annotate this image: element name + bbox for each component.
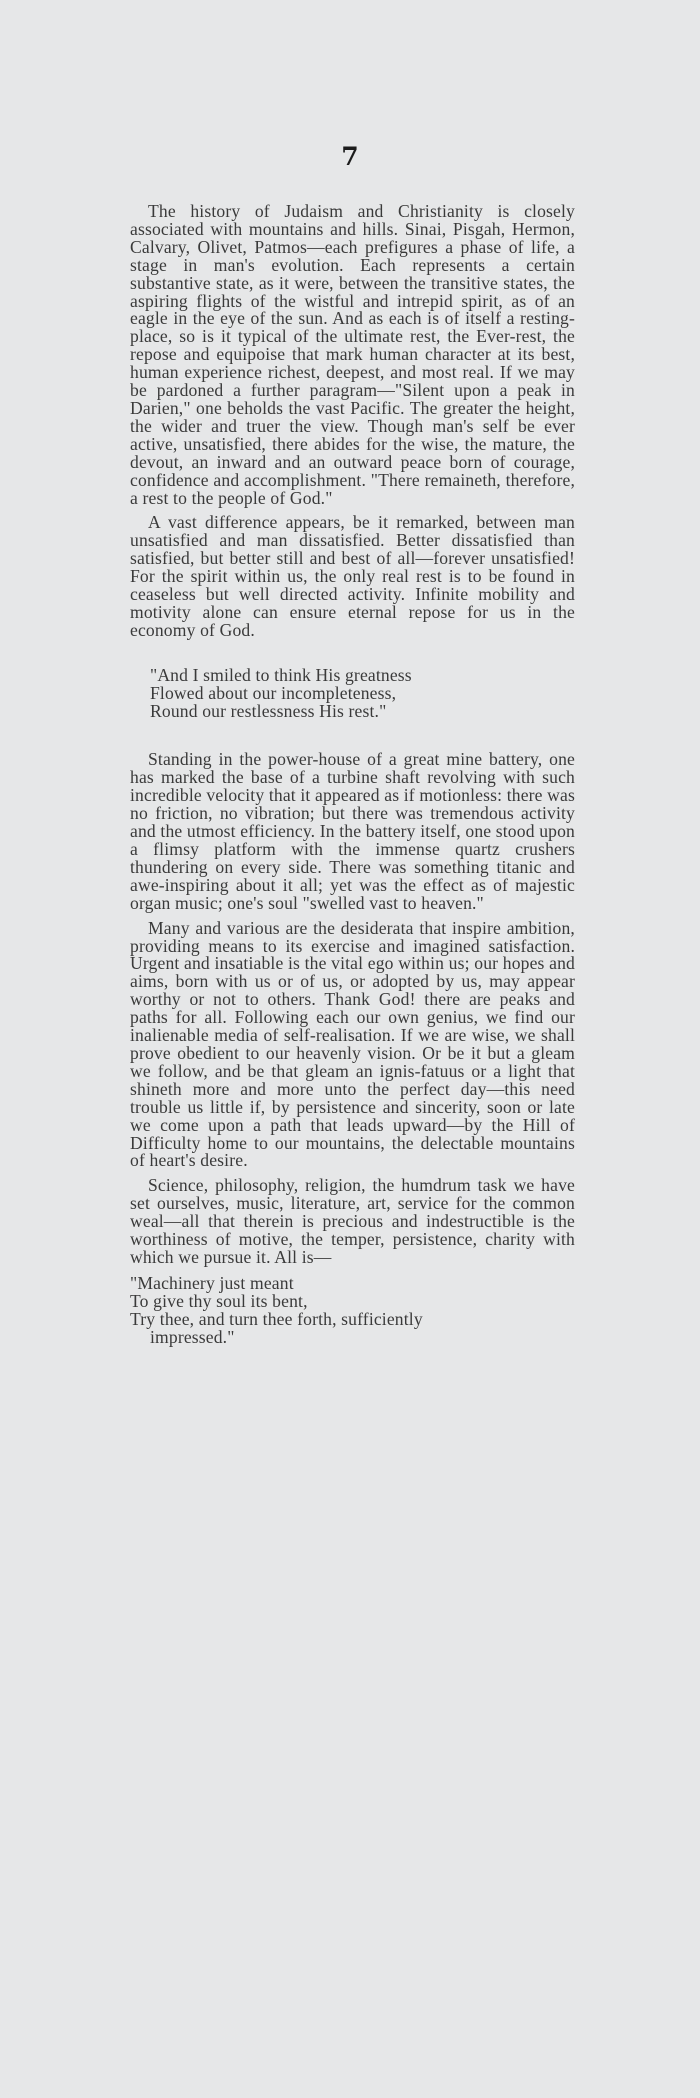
verse-line: Flowed about our incompleteness, xyxy=(150,682,397,703)
page-number: 7 xyxy=(341,142,359,171)
paragraph-desiderata: Many and various are the desiderata that inspire ambition, providing means to its exercise and imagined satisfaction. Urgent and insatiable is the vital ego within us; our hopes and aims, born with us or of us, or adopted by us, may appear worthy or not to others. Thank God! there are peaks and paths for all. Following each our own genius, we find our inalienable media of self-realisation. If we are wise, we shall prove obedient to our heavenly vision. Or be it but a gleam we follow, and be that gleam an ignis-fatuus or a light that shineth more and more unto the perfect day—this need trouble us little if, by persistence and sincerity, soon or late we come upon a path that leads upward—by the Hill of Difficulty home to our mountains, the delectable mountains of heart's desire. xyxy=(130,917,575,1171)
verse-line: impressed." xyxy=(150,1326,235,1347)
verse-line: "Machinery just meant xyxy=(130,1272,294,1293)
verse-line: Try thee, and turn thee forth, sufficiently xyxy=(130,1308,423,1329)
paragraph-power-house: Standing in the power-house of a great mine battery, one has marked the base of a turbine shaft revolving with such incredible velocity that it appeared as if motionless: there was no friction, no vibration; but there was tremendous activity and the utmost efficiency. In the battery itself, one stood upon a flimsy platform with the immense quartz crushers thundering on every side. There was something titanic and awe-inspiring about it all; yet was the effect as of majestic organ music; one's soul "swelled vast to heaven." xyxy=(130,749,575,913)
verse-line: Round our restlessness His rest." xyxy=(150,700,387,721)
verse-line: To give thy soul its bent, xyxy=(130,1290,308,1311)
paragraph-unsatisfied: A vast difference appears, be it remarked, between man unsatisfied and man dissatisfied. Better dissatisfied than satisfied, but better still and best of all—forever unsatisfied! For the spirit within us, the only real rest is to be found in ceaseless but well directed activity. Infinite mobility and motivity alone can ensure eternal repose for us in the economy of God. xyxy=(130,512,575,640)
text-column xyxy=(130,203,575,1346)
verse-quote-machinery xyxy=(130,1272,575,1347)
paragraph-science: Science, philosophy, religion, the humdrum task we have set ourselves, music, literature, art, service for the common weal—all that therein is precious and indestructible is the worthiness of motive, the temper, persistence, charity with which we pursue it. All is— xyxy=(130,1175,575,1267)
paragraph-mountains: The history of Judaism and Christianity is closely associated with mountains and hills. Sinai, Pisgah, Hermon, Calvary, Olivet, Patmos—each prefigures a phase of life, a stage in man's evolution. Each represents a certain substantive state, as it were, between the transitive states, the aspiring flights of the wistful and intrepid spirit, as of an eagle in the eye of the sun. And as each is of itself a resting-place, so is it typical of the ultimate rest, the Ever-rest, the repose and equipoise that mark human character at its best, human experience richest, deepest, and most real. If we may be pardoned a further paragram—"Silent upon a peak in Darien," one beholds the vast Pacific. The greater the height, the wider and truer the view. Though man's self be ever active, unsatisfied, there abides for the wise, the mature, the devout, an inward and an outward peace born of courage, confidence and accomplishment. "There remaineth, therefore, a rest to the people of God." xyxy=(130,201,575,508)
verse-line: "And I smiled to think His greatness xyxy=(150,664,412,685)
verse-quote-greatness xyxy=(130,664,575,721)
